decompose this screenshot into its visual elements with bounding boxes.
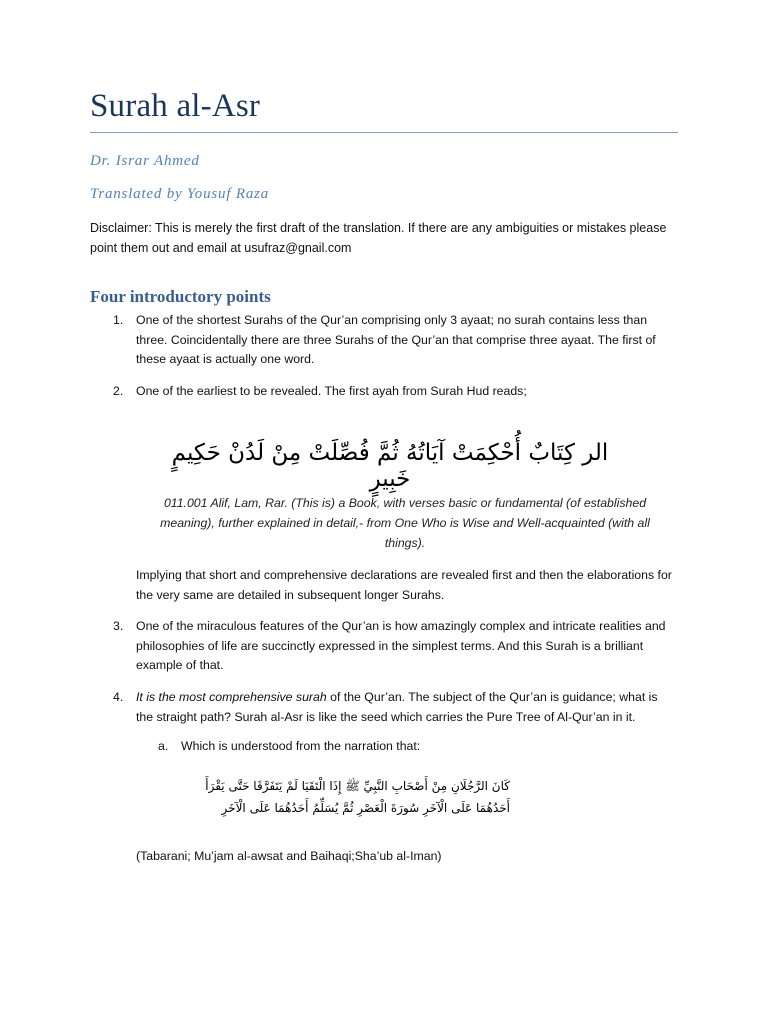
point-text-emphasis: It is the most comprehensive surah [136,690,327,704]
point-number: 4. [113,690,124,704]
verse-translation: 011.001 Alif, Lam, Rar. (This is) a Book, with verses basic or fundamental (of established meaning), further explained in detail,- from One Who is Wise and Well-acquainted (with all things). [160,496,650,550]
point-text: One of the shortest Surahs of the Qur’an comprising only 3 ayaat; no surah contains less than three. Coincidentally there are three Surahs of the Qur’an that comprise three ayaat. The first of these ayaat is actually one word. [136,313,656,366]
sub-item-text: Which is understood from the narration that: [181,739,421,753]
sub-item-letter: a. [158,739,169,753]
author-byline: Dr. Israr Ahmed [90,153,200,169]
document-title: Surah al-Asr [90,88,261,124]
disclaimer-paragraph: Disclaimer: This is merely the first draft of the translation. If there are any ambiguities or mistakes please point them out and email at usufraz@gnail.com [90,221,667,255]
arabic-hadith-narration: كَانَ الرَّجُلَانِ مِنْ أَصْحَابِ النَّبِيِّ ﷺ إِذَا الْتَقَيَا لَمْ يَتَفَرَّقَا حَتَّى يَقْرَأَ أَحَدُهُمَا عَلَى الْآخَرِ سُورَةَ الْعَصْرِ ثُمَّ يُسَلِّمُ أَحَدُهُمَا عَلَى الْآخَرِ [205,779,510,815]
point-text: One of the miraculous features of the Qur’an is how amazingly complex and intricate realities and philosophies of life are succinctly expressed in the simplest terms. And this Surah is a brilliant example of that. [136,619,666,672]
point-number: 1. [113,313,124,327]
title-underline-divider [90,132,678,133]
point-number: 2. [113,384,124,398]
hadith-citation: (Tabarani; Mu’jam al-awsat and Baihaqi;Sha’ub al-Iman) [136,849,442,863]
point-followup-text: Implying that short and comprehensive declarations are revealed first and then the elaborations for the very same are detailed in subsequent longer Surahs. [136,568,672,602]
point-text-rest: of the Qur’an. The subject of the Qur’an is guidance; what is the straight path? Surah al-Asr is like the seed which carries the Pure Tree of Al-Qur’an in it. [136,690,658,724]
point-text [136,688,676,727]
point-text: One of the earliest to be revealed. The first ayah from Surah Hud reads; [136,384,527,398]
point-number: 3. [113,619,124,633]
translator-byline: Translated by Yousuf Raza [90,186,270,202]
section-heading: Four introductory points [90,287,271,306]
arabic-verse-surah-hud: الر كِتَابٌ أُحْكِمَتْ آيَاتُهُ ثُمَّ فُصِّلَتْ مِنْ لَدُنْ حَكِيمٍ خَبِيرٍ [171,440,609,492]
